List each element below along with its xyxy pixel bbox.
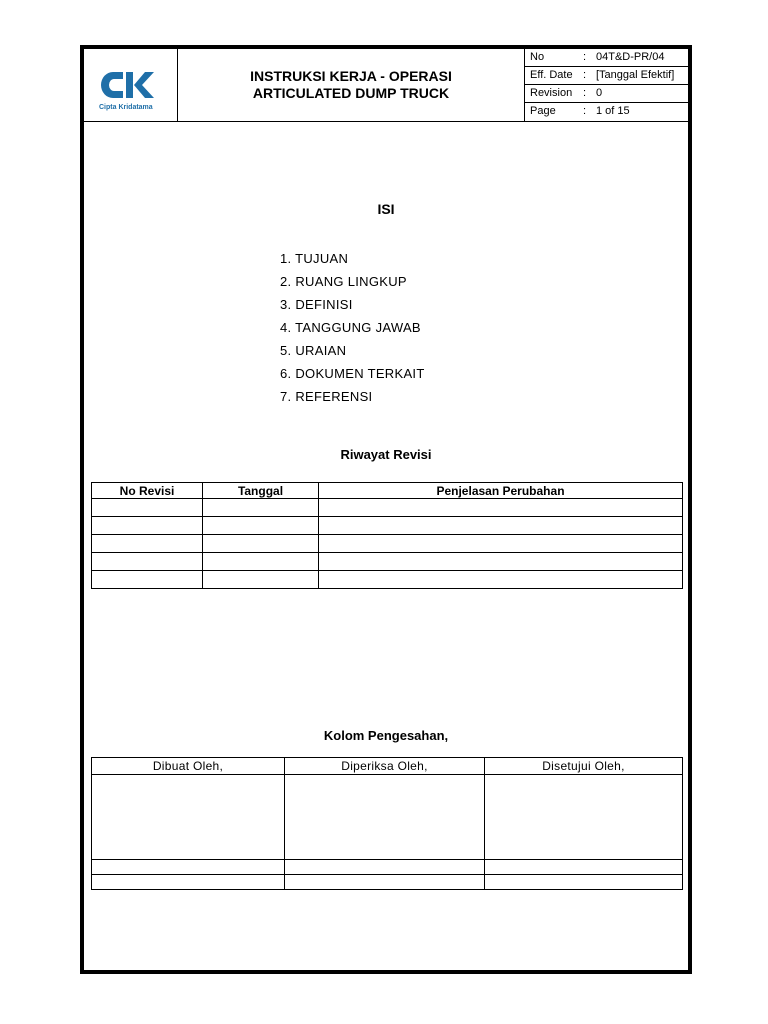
table-row <box>92 553 683 571</box>
date-cell[interactable] <box>485 875 683 890</box>
meta-row-page <box>525 103 688 120</box>
table-cell <box>203 499 319 517</box>
title-line-1: INSTRUKSI KERJA - OPERASI <box>250 68 452 84</box>
column-header: Disetujui Oleh, <box>485 758 683 775</box>
meta-key: No <box>530 51 545 63</box>
table-row <box>92 499 683 517</box>
signature-box[interactable] <box>92 775 285 860</box>
table-header-row <box>92 758 683 775</box>
signature-box[interactable] <box>485 775 683 860</box>
toc-item[interactable]: 7. REFERENSI <box>280 389 373 404</box>
column-header: No Revisi <box>92 483 203 499</box>
contents-title: ISI <box>377 201 395 217</box>
table-cell <box>92 517 203 535</box>
title-line-2: ARTICULATED DUMP TRUCK <box>252 85 450 101</box>
name-row <box>92 860 683 875</box>
table-cell <box>203 571 319 589</box>
name-cell[interactable] <box>485 860 683 875</box>
table-cell <box>319 499 683 517</box>
table-cell <box>319 517 683 535</box>
company-logo-text: Cipta Kridatama <box>99 104 153 111</box>
meta-row-no <box>525 49 688 67</box>
table-cell <box>203 553 319 571</box>
table-row <box>92 571 683 589</box>
toc-item[interactable]: 3. DEFINISI <box>280 297 353 312</box>
table-cell <box>203 535 319 553</box>
toc-item[interactable]: 4. TANGGUNG JAWAB <box>280 320 421 335</box>
table-of-contents <box>280 247 425 408</box>
table-cell <box>92 553 203 571</box>
table-row <box>92 535 683 553</box>
company-logo <box>84 49 178 121</box>
table-row <box>92 517 683 535</box>
table-cell <box>319 535 683 553</box>
table-cell <box>203 517 319 535</box>
table-cell <box>92 571 203 589</box>
column-header: Diperiksa Oleh, <box>285 758 485 775</box>
toc-item[interactable]: 5. URAIAN <box>280 343 347 358</box>
revision-history-table <box>91 482 683 589</box>
toc-item[interactable]: 2. RUANG LINGKUP <box>280 274 407 289</box>
date-row <box>92 875 683 890</box>
meta-value: 04T&D-PR/04 <box>596 51 665 63</box>
signature-box[interactable] <box>285 775 485 860</box>
approval-title: Kolom Pengesahan, <box>323 728 449 743</box>
approval-table <box>91 757 683 890</box>
toc-item[interactable]: 1. TUJUAN <box>280 251 349 266</box>
name-cell[interactable] <box>285 860 485 875</box>
table-cell <box>319 553 683 571</box>
table-cell <box>319 571 683 589</box>
meta-row-eff-date <box>525 67 688 85</box>
signature-row <box>92 775 683 860</box>
meta-colon: : <box>583 51 587 63</box>
meta-value: 0 <box>596 87 603 99</box>
meta-key: Page <box>530 105 556 117</box>
column-header: Tanggal <box>203 483 319 499</box>
meta-colon: : <box>583 69 587 81</box>
date-cell[interactable] <box>92 875 285 890</box>
document-meta <box>525 49 688 121</box>
document-header <box>84 49 688 122</box>
meta-key: Eff. Date <box>530 69 573 81</box>
meta-key: Revision <box>530 87 573 99</box>
date-cell[interactable] <box>285 875 485 890</box>
meta-colon: : <box>583 87 587 99</box>
toc-item[interactable]: 6. DOKUMEN TERKAIT <box>280 366 425 381</box>
ck-logo-icon <box>101 68 157 102</box>
meta-value: 1 of 15 <box>596 105 630 117</box>
meta-value: [Tanggal Efektif] <box>596 69 675 81</box>
table-cell <box>92 499 203 517</box>
meta-colon: : <box>583 105 587 117</box>
column-header: Penjelasan Perubahan <box>319 483 683 499</box>
column-header: Dibuat Oleh, <box>92 758 285 775</box>
meta-row-revision <box>525 85 688 103</box>
document-page <box>80 45 692 974</box>
table-cell <box>92 535 203 553</box>
document-title <box>178 49 525 121</box>
table-header-row <box>92 483 683 499</box>
name-cell[interactable] <box>92 860 285 875</box>
revision-history-title: Riwayat Revisi <box>340 447 432 462</box>
